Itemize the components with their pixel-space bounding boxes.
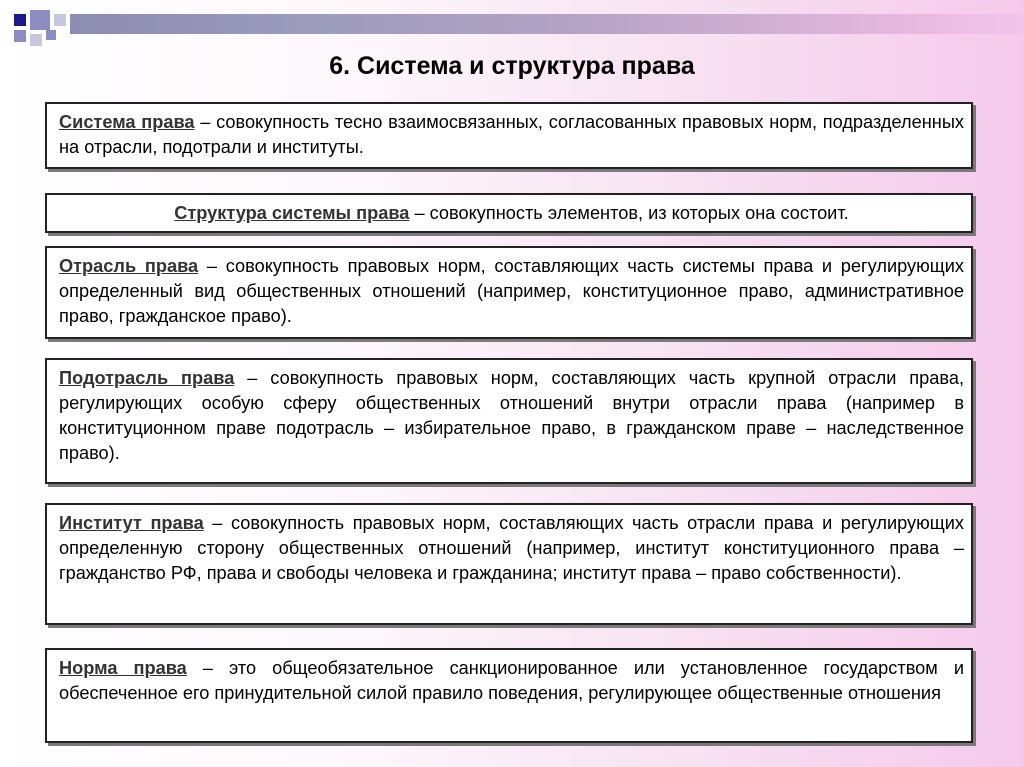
decorative-top-bar xyxy=(70,14,1024,34)
definition-text-norm: – это общеобязательное санкционированное или установленное государством и обеспеченное его принудительной силой правило поведения, регулирующее общественные отношения xyxy=(59,658,964,703)
term-subbranch: Подотрасль права xyxy=(59,368,235,388)
definition-box-norm xyxy=(45,648,973,743)
term-norm: Норма права xyxy=(59,658,187,678)
definition-text-system: – совокупность тесно взаимосвязанных, согласованных правовых норм, подразделенных на отрасли, подотрали и институты. xyxy=(59,112,964,157)
term-institute: Институт права xyxy=(59,513,204,533)
definition-text-structure: – совокупность элементов, из которых она состоит. xyxy=(409,203,849,223)
definition-box-system xyxy=(45,102,973,169)
page-title: 6. Система и структура права xyxy=(329,52,695,80)
definition-text-branch: – совокупность правовых норм, составляющих часть системы права и регулирующих определенный вид общественных отношений (например, конституционное право, административное право, гражданское право). xyxy=(59,256,965,326)
definition-text-subbranch: – совокупность правовых норм, составляющих часть крупной отрасли права, регулирующих особую сферу общественных отношений внутри отрасли права (например в конституционном праве подотрасль – избирательное право, в гражданском праве – наследственное право). xyxy=(59,368,965,463)
decor-square-dark-1 xyxy=(14,14,26,26)
decor-square-light-1 xyxy=(54,14,66,26)
term-branch: Отрасль права xyxy=(59,256,199,276)
definition-box-branch xyxy=(45,246,973,339)
definition-box-institute xyxy=(45,503,973,625)
decor-square-mid-1 xyxy=(30,10,50,30)
definition-box-subbranch xyxy=(45,358,973,484)
term-structure: Структура системы права xyxy=(174,203,410,223)
decor-square-light-2 xyxy=(30,34,42,46)
decor-square-mid-3 xyxy=(46,30,56,40)
definition-text-institute: – совокупность правовых норм, составляющих часть отрасли права и регулирующих определенную сторону общественных отношений (например, институт конституционного права – гражданство РФ, права и свободы человека и гражданина; институт права – право собственности). xyxy=(59,513,964,583)
term-system: Система права xyxy=(59,112,195,132)
definition-box-structure xyxy=(45,193,973,233)
decor-square-mid-2 xyxy=(14,30,26,42)
